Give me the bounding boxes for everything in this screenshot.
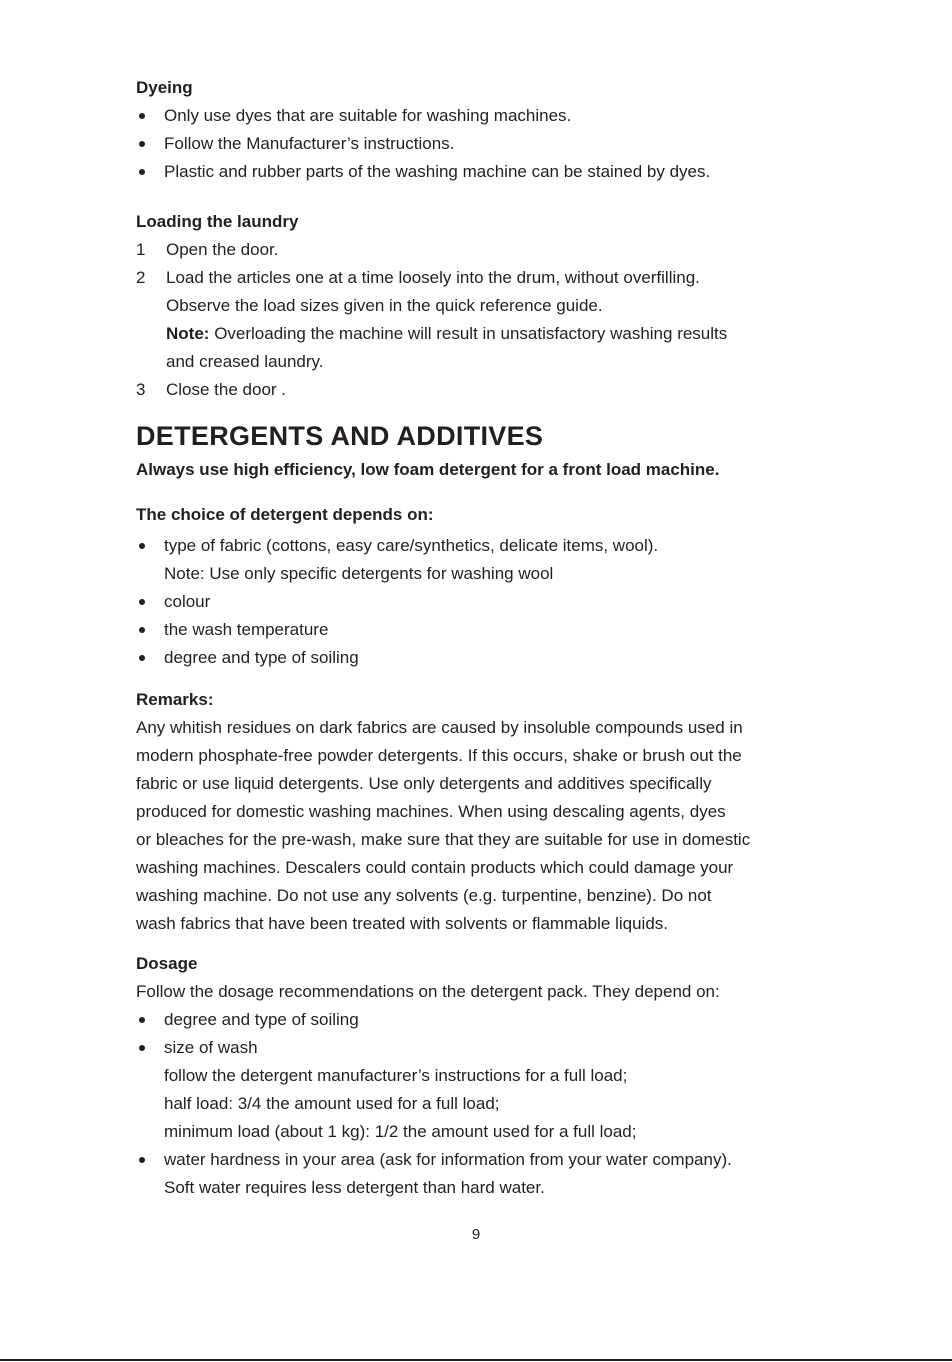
bullet-icon	[139, 599, 145, 605]
dosage-heading: Dosage	[136, 954, 198, 973]
loading-step-3	[136, 376, 836, 404]
dosage-bullet	[136, 1146, 836, 1174]
remarks-line: fabric or use liquid detergents. Use only detergents and additives specifically	[136, 774, 712, 793]
loading-heading: Loading the laundry	[136, 212, 299, 231]
remarks-line: washing machines. Descalers could contain products which could damage your	[136, 858, 734, 877]
dyeing-bullet-text: Follow the Manufacturer’s instructions.	[164, 134, 455, 153]
loading-step-2-cont: Observe the load sizes given in the quick reference guide.	[166, 296, 603, 315]
choice-bullet	[136, 644, 836, 672]
dyeing-bullet-text: Plastic and rubber parts of the washing machine can be stained by dyes.	[164, 162, 711, 181]
loading-step-1	[136, 236, 836, 264]
bullet-icon	[139, 1157, 145, 1163]
choice-bullet	[136, 616, 836, 644]
note-label: Note:	[166, 324, 210, 343]
bullet-icon	[139, 543, 145, 549]
note-text: Overloading the machine will result in unsatisfactory washing results	[214, 324, 728, 343]
page-content	[136, 74, 836, 1202]
dyeing-bullet-text: Only use dyes that are suitable for washing machines.	[164, 106, 572, 125]
remarks-line: produced for domestic washing machines. When using descaling agents, dyes	[136, 802, 726, 821]
bullet-icon	[139, 169, 145, 175]
dyeing-bullet	[136, 102, 836, 130]
step-number: 3	[136, 380, 146, 399]
step-text: Open the door.	[166, 240, 279, 259]
remarks-line: wash fabrics that have been treated with solvents or flammable liquids.	[136, 914, 668, 933]
dyeing-bullet	[136, 130, 836, 158]
page-number: 9	[471, 1226, 481, 1243]
detergents-title: DETERGENTS AND ADDITIVES	[136, 421, 544, 451]
dosage-bullet-cont: Soft water requires less detergent than hard water.	[164, 1178, 545, 1197]
remarks-heading: Remarks:	[136, 690, 214, 709]
loading-note	[136, 320, 836, 348]
choice-heading: The choice of detergent depends on:	[136, 505, 434, 524]
remarks-line: washing machine. Do not use any solvents (e.g. turpentine, benzine). Do not	[136, 886, 712, 905]
bullet-icon	[139, 1045, 145, 1051]
step-text: Load the articles one at a time loosely into the drum, without overfilling.	[166, 268, 700, 287]
dosage-bullet	[136, 1006, 836, 1034]
choice-bullet	[136, 532, 836, 560]
choice-bullet-text: type of fabric (cottons, easy care/synthetics, delicate items, wool).	[164, 536, 659, 555]
step-number: 1	[136, 240, 146, 259]
dosage-bullet-text: size of wash	[164, 1038, 258, 1057]
dyeing-heading: Dyeing	[136, 78, 193, 97]
bullet-icon	[139, 1017, 145, 1023]
choice-note: Note: Use only specific detergents for washing wool	[164, 564, 554, 583]
dosage-sub-line: half load: 3/4 the amount used for a full load;	[164, 1094, 500, 1113]
dosage-sub-line: minimum load (about 1 kg): 1/2 the amount used for a full load;	[164, 1122, 637, 1141]
loading-note-cont: and creased laundry.	[166, 352, 324, 371]
remarks-line: Any whitish residues on dark fabrics are caused by insoluble compounds used in	[136, 718, 743, 737]
choice-bullet	[136, 588, 836, 616]
choice-bullet-text: colour	[164, 592, 211, 611]
bottom-rule	[0, 1359, 952, 1361]
dyeing-bullet	[136, 158, 836, 186]
detergents-intro: Always use high efficiency, low foam detergent for a front load machine.	[136, 460, 720, 479]
bullet-icon	[139, 113, 145, 119]
bullet-icon	[139, 141, 145, 147]
bullet-icon	[139, 655, 145, 661]
dosage-intro: Follow the dosage recommendations on the detergent pack. They depend on:	[136, 982, 720, 1001]
dosage-bullet-text: water hardness in your area (ask for information from your water company).	[164, 1150, 732, 1169]
dosage-bullet	[136, 1034, 836, 1062]
choice-bullet-text: degree and type of soiling	[164, 648, 359, 667]
dosage-sub-line: follow the detergent manufacturer’s instructions for a full load;	[164, 1066, 628, 1085]
step-number: 2	[136, 268, 146, 287]
remarks-line: or bleaches for the pre-wash, make sure that they are suitable for use in domestic	[136, 830, 751, 849]
dosage-bullet-text: degree and type of soiling	[164, 1010, 359, 1029]
step-text: Close the door .	[166, 380, 287, 399]
loading-step-2	[136, 264, 836, 292]
bullet-icon	[139, 627, 145, 633]
remarks-line: modern phosphate-free powder detergents. If this occurs, shake or brush out the	[136, 746, 742, 765]
choice-bullet-text: the wash temperature	[164, 620, 329, 639]
